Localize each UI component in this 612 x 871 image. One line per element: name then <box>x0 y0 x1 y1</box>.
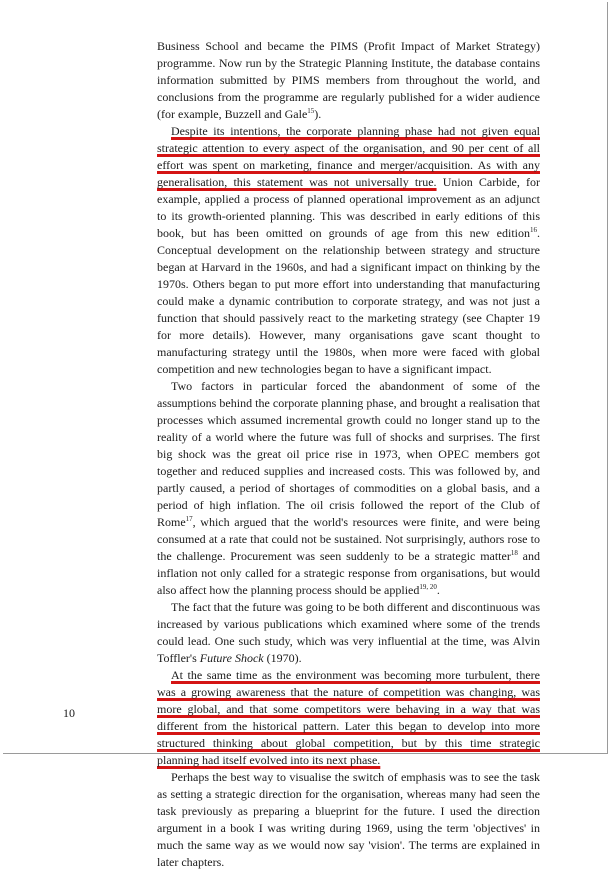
text-run: . <box>436 583 440 597</box>
text-run: , which argued that the world's resources were finite, and were being consumed at a rate that could not be sustained. Not surprisingly, authors rose to the challenge. Procurement was seen suddenly to be a strategic matter <box>157 515 540 563</box>
text-run: (1970). <box>263 651 302 665</box>
footnote-ref: 19, 20 <box>419 583 437 591</box>
text-run: Perhaps the best way to visualise the switch of emphasis was to see the task as setting a strategic direction for the organisation, whereas many had seen the task previously as preparing a blueprint for the future. I used the direction argument in a book I was writing during 1969, using the term 'objectives' in much the same way as we would now say 'vision'. The terms are explained in later chapters. <box>157 770 540 869</box>
text-run: The fact that the future was going to be both different and discontinuous was increased by various publications which examined where some of the trends could lead. One such study, which was very influential at the time, was Alvin Toffler's <box>157 600 540 665</box>
footnote-ref: 15 <box>307 107 315 115</box>
footnote-ref: 17 <box>185 515 193 523</box>
text-run: Business School and became the PIMS (Profit Impact of Market Strategy) programme. Now run by the Strategic Planning Institute, the database contains information submitted by PIMS members from throughout the world, and conclusions from the programme are regularly published for a wider audience (for example, Buzzell and Gale <box>157 39 540 121</box>
text-run: and inflation not only called for a strategic response from organisations, but would also affect how the planning process should be applied <box>157 549 540 597</box>
footnote-ref: 16 <box>530 226 537 234</box>
paragraph-strategic-direction <box>157 769 540 871</box>
text-run: . Conceptual development on the relationship between strategy and structure began at Harvard in the 1960s, and had a significant impact on thinking by the 1970s. Others began to put more effort into understanding that manufacturing could make a dynamic contribution to corporate strategy, and was not just a function that should passively react to the marketing strategy (see Chapter 19 for more details). However, many organisations gave scant thought to manufacturing strategy until the 1980s, when more were faced with global competition and new technologies began to have a significant impact. <box>157 226 540 376</box>
paragraph-corporate-planning <box>157 123 540 378</box>
paragraph-pims <box>157 38 540 123</box>
highlighted-text: Despite its intentions, the corporate planning phase had not given equal strategic attention to every aspect of the organisation, and 90 per cent of all effort was spent on marketing, finance and merger/acquisition. As with any generalisation, this statement was not universally true. <box>157 124 540 189</box>
footnote-ref: 18 <box>510 549 518 557</box>
highlighted-text: At the same time as the environment was becoming more turbulent, there was a growing awareness that the nature of competition was changing, was more global, and that some competitors were behaving in a way that was different from the historical pattern. Later this began to develop into more structured thinking about global competition, but by this time strategic planning had itself evolved into its next phase. <box>157 668 540 767</box>
text-run: Union Carbide, for example, applied a process of planned operational improvement as an adjunct to its growth-oriented planning. This was described in early editions of this book, but has been omitted on grounds of age from this new edition <box>157 175 540 240</box>
page-number: 10 <box>63 706 75 720</box>
body-text <box>157 38 540 871</box>
book-title: Future Shock <box>199 651 264 665</box>
paragraph-competition <box>157 667 540 769</box>
text-run: ). <box>314 107 322 121</box>
text-run: Two factors in particular forced the abandonment of some of the assumptions behind the corporate planning phase, and brought a realisation that processes which assumed incremental growth could no longer stand up to the reality of a world where the future was full of shocks and surprises. The first big shock was the great oil price rise in 1973, when OPEC members got together and reduced supplies and increased costs. This was followed by, and partly caused, a period of shortages of commodities on a global basis, and a period of high inflation. The oil crisis followed the report of the Club of Rome <box>157 379 540 529</box>
paragraph-two-factors <box>157 378 540 599</box>
paragraph-future-shock <box>157 599 540 667</box>
